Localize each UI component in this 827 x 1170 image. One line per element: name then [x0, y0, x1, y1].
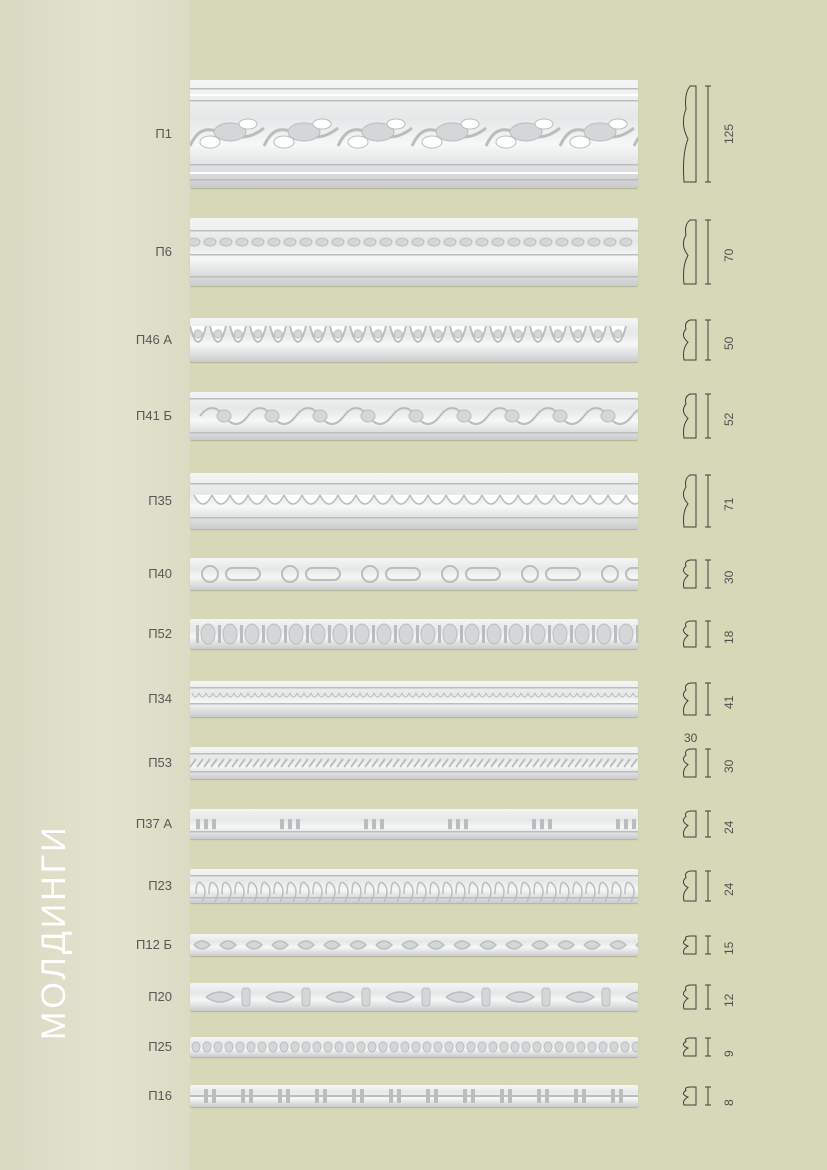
- dimension-label: 24: [722, 820, 736, 834]
- dimension-label: 18: [722, 630, 736, 644]
- molding-image: [190, 983, 638, 1011]
- molding-image: [190, 619, 638, 649]
- molding-row: [0, 558, 827, 590]
- molding-image: [190, 1037, 638, 1057]
- dimension-label: 71: [722, 497, 736, 511]
- dimension-label: 24: [722, 882, 736, 896]
- molding-code: П52: [148, 626, 172, 641]
- profile-drawing: [676, 619, 720, 649]
- molding-row: [0, 869, 827, 903]
- molding-row: [0, 731, 827, 779]
- molding-code: П1: [155, 126, 172, 141]
- molding-code: П12 Б: [136, 937, 172, 952]
- profile-drawing: [676, 869, 720, 903]
- profile-drawing: [676, 318, 720, 362]
- molding-image: [190, 218, 638, 286]
- molding-row: [0, 809, 827, 839]
- molding-code: П35: [148, 493, 172, 508]
- molding-image: [190, 473, 638, 529]
- molding-code: П23: [148, 878, 172, 893]
- molding-row: [0, 80, 827, 188]
- dimension-top-label: 30: [684, 731, 698, 745]
- molding-code: П53: [148, 755, 172, 770]
- molding-row: [0, 218, 827, 286]
- molding-row: [0, 619, 827, 649]
- dimension-label: 30: [722, 570, 736, 584]
- molding-image: [190, 80, 638, 188]
- molding-image: [190, 392, 638, 440]
- profile-drawing: [676, 392, 720, 440]
- molding-row: [0, 983, 827, 1011]
- dimension-label: 125: [722, 123, 736, 144]
- molding-row: [0, 392, 827, 440]
- molding-image: [190, 1085, 638, 1107]
- molding-code: П6: [155, 244, 172, 259]
- profile-drawing: [676, 983, 720, 1011]
- profile-drawing: [676, 1085, 720, 1107]
- molding-code: П20: [148, 989, 172, 1004]
- profile-drawing: [676, 681, 720, 717]
- molding-image: [190, 934, 638, 956]
- molding-code: П40: [148, 566, 172, 581]
- molding-row: [0, 318, 827, 362]
- molding-row: [0, 473, 827, 529]
- molding-code: П25: [148, 1039, 172, 1054]
- profile-drawing: [676, 473, 720, 529]
- molding-image: [190, 318, 638, 362]
- dimension-label: 15: [722, 941, 736, 955]
- profile-drawing: [676, 1036, 720, 1058]
- molding-image: [190, 558, 638, 590]
- dimension-label: 50: [722, 336, 736, 350]
- molding-code: П16: [148, 1088, 172, 1103]
- dimension-label: 12: [722, 993, 736, 1007]
- category-title: МОЛДИНГИ: [35, 824, 73, 1040]
- dimension-label: 70: [722, 248, 736, 262]
- molding-code: П41 Б: [136, 408, 172, 423]
- profile-drawing: [676, 218, 720, 286]
- dimension-label: 30: [722, 759, 736, 773]
- molding-code: П34: [148, 691, 172, 706]
- molding-row: [0, 934, 827, 956]
- profile-drawing: [676, 747, 720, 779]
- profile-drawing: [676, 558, 720, 590]
- molding-image: [190, 809, 638, 839]
- profile-drawing: [676, 809, 720, 839]
- dimension-label: 9: [722, 1050, 736, 1057]
- molding-row: [0, 1085, 827, 1107]
- molding-code: П46 А: [135, 332, 172, 347]
- dimension-label: 52: [722, 412, 736, 426]
- profile-drawing: [676, 934, 720, 956]
- molding-image: [190, 747, 638, 779]
- dimension-label: 41: [722, 695, 736, 709]
- molding-image: [190, 869, 638, 903]
- dimension-label: 8: [722, 1099, 736, 1106]
- molding-code: П37 А: [135, 816, 172, 831]
- molding-row: [0, 1037, 827, 1057]
- profile-drawing: [676, 84, 720, 184]
- molding-image: [190, 681, 638, 717]
- molding-row: [0, 681, 827, 717]
